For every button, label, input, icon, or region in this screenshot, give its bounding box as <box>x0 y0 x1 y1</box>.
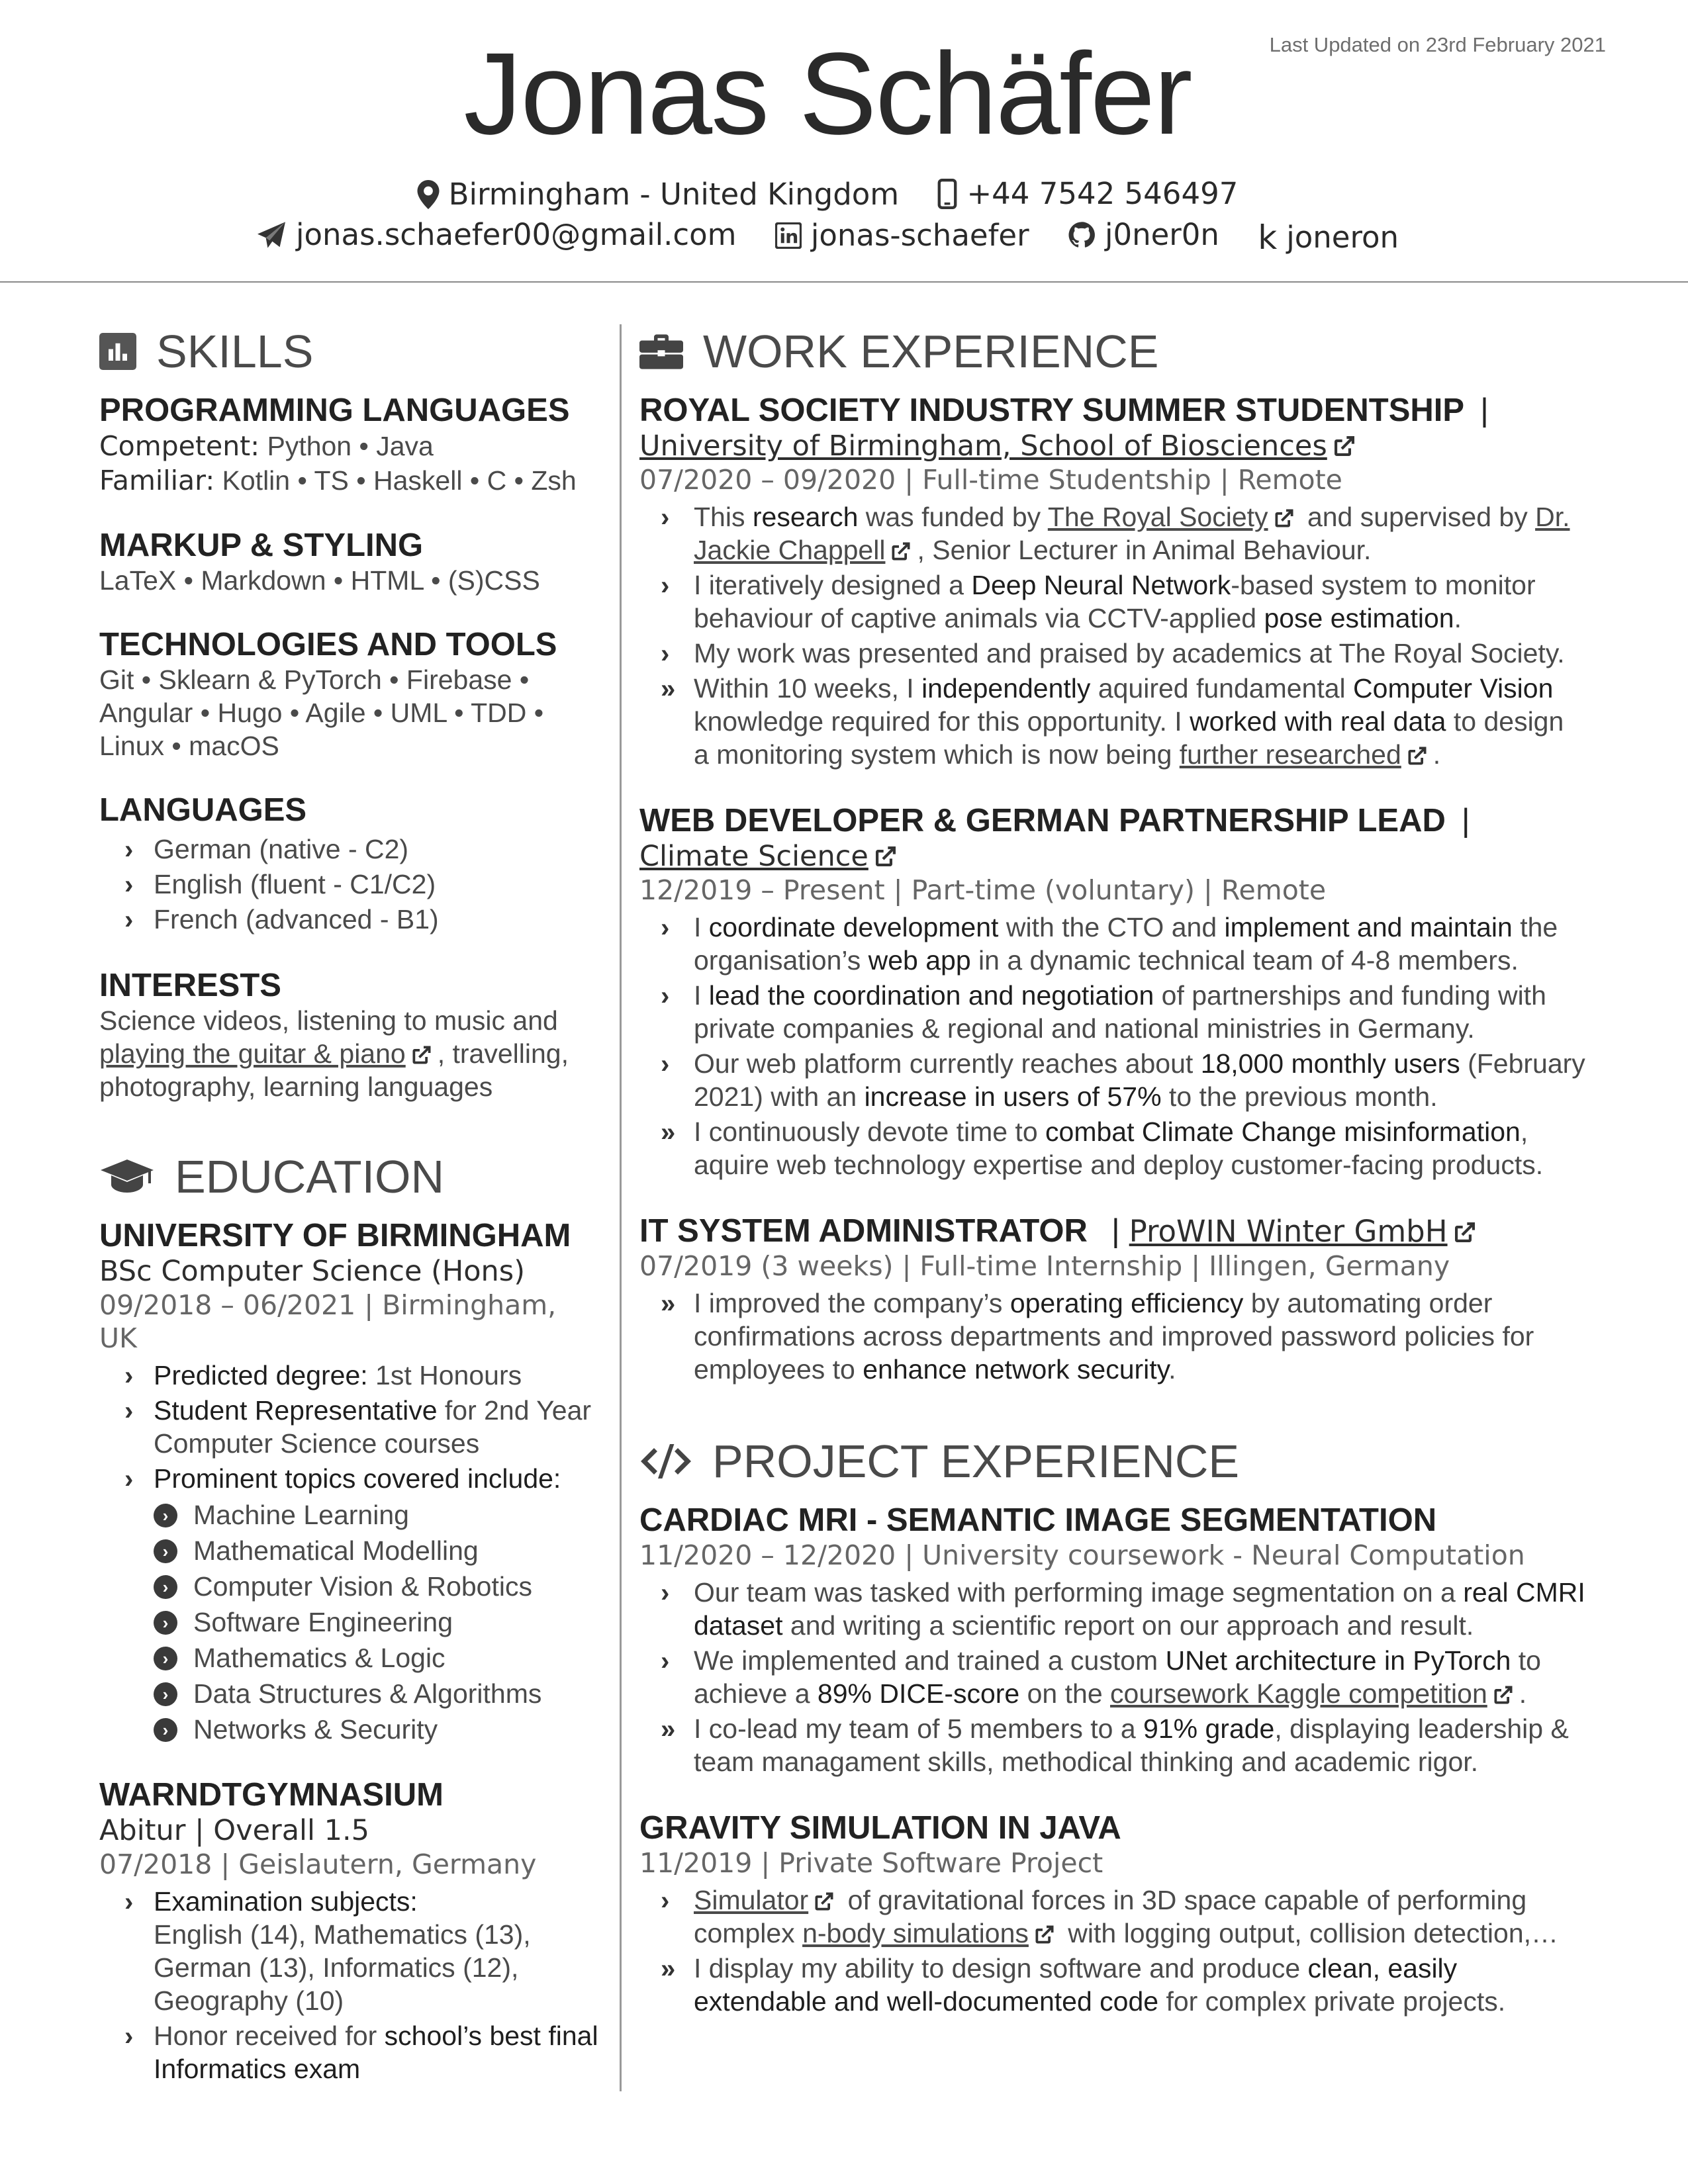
linkedin-icon <box>775 222 802 249</box>
github-icon <box>1068 221 1096 249</box>
project2-bullets <box>639 1884 1586 2018</box>
circle-chevron-icon: › <box>154 1682 177 1706</box>
external-link-icon <box>1033 1923 1056 1946</box>
kaggle-text: joneron <box>1286 220 1399 255</box>
job3-bullets <box>639 1287 1586 1386</box>
circle-chevron-icon: › <box>154 1539 177 1563</box>
job2-bullets <box>639 911 1586 1181</box>
linkedin[interactable] <box>775 218 1029 253</box>
chevron-right-icon: › <box>661 571 670 600</box>
circle-chevron-icon: › <box>154 1611 177 1635</box>
job1-bullets <box>639 500 1586 771</box>
university-meta: 09/2018 – 06/2021 | Birmingham, UK <box>99 1289 557 1354</box>
languages-title: LANGUAGES <box>99 792 307 828</box>
markup-list: LaTeX • Markdown • HTML • (S)CSS <box>99 565 540 596</box>
chevron-right-icon: › <box>124 1361 134 1390</box>
skills-heading <box>99 324 602 379</box>
list-item: › Prominent topics covered include: <box>99 1462 602 1495</box>
chevron-right-icon: › <box>661 1050 670 1079</box>
projects-heading <box>639 1434 1586 1488</box>
email-text: jonas.schaefer00@gmail.com <box>295 217 737 252</box>
paper-plane-icon <box>256 221 287 249</box>
list-item: › I lead the coordination and negotiation of partnerships and funding with private companies & regional and national ministries in Germany. <box>661 980 1546 1044</box>
project2-title: GRAVITY SIMULATION IN JAVA <box>639 1810 1121 1846</box>
bar-chart-icon <box>99 333 136 370</box>
list-item: › Software Engineering <box>154 1604 602 1640</box>
list-item: › I coordinate development with the CTO and implement and maintain the organisation’s web app in a dynamic technical team of 4-8 members. <box>661 912 1558 976</box>
external-link-icon <box>1452 1219 1478 1246</box>
school-degree: Abitur | Overall 1.5 <box>99 1814 369 1847</box>
right-column <box>639 324 1586 2020</box>
last-updated: Last Updated on 23rd February 2021 <box>1269 33 1606 56</box>
job1-title: ROYAL SOCIETY INDUSTRY SUMMER STUDENTSHIP | <box>639 392 1489 428</box>
list-item: › This research was funded by The Royal Society and supervised by Dr. Jackie Chappell , Senior Lecturer in Animal Behaviour. <box>661 502 1570 565</box>
external-link-icon <box>1331 433 1358 459</box>
work-heading <box>639 324 1586 379</box>
topics-list <box>99 1497 602 1747</box>
circle-chevron-icon: › <box>154 1647 177 1670</box>
markup-styling-title: MARKUP & STYLING <box>99 527 424 563</box>
column-divider <box>620 324 622 2091</box>
graduation-cap-icon <box>99 1158 155 1195</box>
chevron-right-icon: › <box>124 870 134 899</box>
job2-org-link[interactable]: Climate Science <box>639 840 868 873</box>
chevron-right-icon: › <box>661 981 670 1011</box>
header-divider <box>0 281 1688 283</box>
chevron-right-icon: › <box>124 1396 134 1426</box>
chevron-right-icon: › <box>124 905 134 934</box>
jackie-chappell-link[interactable]: Dr. Jackie Chappell <box>694 502 1570 565</box>
list-item: › We implemented and trained a custom UNet architecture in PyTorch to achieve a 89% DICE-score on the coursework Kaggle competition . <box>661 1645 1541 1709</box>
project2-meta: 11/2019 | Private Software Project <box>639 1847 1103 1879</box>
chevron-right-icon: › <box>124 835 134 864</box>
list-item: › Our team was tasked with performing image segmentation on a real CMRI dataset and writing a scientific report on our approach and result. <box>661 1577 1585 1641</box>
github-text: j0ner0n <box>1104 217 1219 252</box>
programming-languages-title: PROGRAMMING LANGUAGES <box>99 392 570 428</box>
list-item: » I continuously devote time to combat Climate Change misinformation, aquire web technology expertise and deploy customer-facing products. <box>661 1116 1544 1180</box>
languages-list <box>99 833 602 936</box>
simulator-link[interactable]: Simulator <box>694 1885 809 1915</box>
double-chevron-icon: » <box>661 1954 676 1983</box>
list-item: » Within 10 weeks, I independently aquired fundamental Computer Vision knowledge required for this opportunity. I worked with real data to design a monitoring system which is now being further researched . <box>661 673 1564 770</box>
list-item: › English (fluent - C1/C2) <box>99 868 602 901</box>
briefcase-icon <box>639 333 683 370</box>
skills-title: SKILLS <box>156 326 314 377</box>
list-item: › Mathematical Modelling <box>154 1533 602 1569</box>
school-meta: 07/2018 | Geislautern, Germany <box>99 1848 537 1880</box>
external-link-icon <box>1491 1683 1515 1707</box>
list-item: » I improved the company’s operating efficiency by automating order confirmations across departments and improved password policies for employees to enhance network security. <box>661 1288 1534 1385</box>
technologies-title: TECHNOLOGIES AND TOOLS <box>99 627 557 662</box>
circle-chevron-icon: › <box>154 1504 177 1527</box>
list-item: › My work was presented and praised by academics at The Royal Society. <box>639 637 1586 670</box>
double-chevron-icon: » <box>661 674 676 704</box>
list-item: › German (native - C2) <box>99 833 602 866</box>
external-link-icon <box>872 843 899 870</box>
list-item: › Examination subjects: English (14), Mathematics (13), German (13), Informatics (12), Geography (10) <box>124 1886 531 2016</box>
list-item: › French (advanced - B1) <box>99 903 602 936</box>
familiar-label: Familiar: <box>99 465 215 496</box>
technologies-list: Git • Sklearn & PyTorch • Firebase • Angular • Hugo • Agile • UML • TDD • Linux • macOS <box>99 664 544 761</box>
university-bullets <box>99 1359 602 1495</box>
double-chevron-icon: » <box>661 1715 676 1744</box>
familiar-list: Kotlin • TS • Haskell • C • Zsh <box>214 465 577 496</box>
projects-title: PROJECT EXPERIENCE <box>712 1435 1240 1487</box>
list-item: › Predicted degree: 1st Honours <box>99 1359 602 1392</box>
map-pin-icon <box>417 180 440 209</box>
circle-chevron-icon: › <box>154 1575 177 1599</box>
interests-text: Science videos, listening to music and playing the guitar & piano , travelling, photography, learning languages <box>99 1005 569 1102</box>
nbody-link[interactable]: n-body simulations <box>802 1918 1029 1948</box>
list-item: › Mathematics & Logic <box>154 1640 602 1676</box>
phone-icon <box>937 179 957 209</box>
kaggle-competition-link[interactable]: coursework Kaggle competition <box>1110 1678 1487 1709</box>
job2-meta: 12/2019 – Present | Part-time (voluntary) | Remote <box>639 874 1327 906</box>
external-link-icon <box>1405 744 1429 768</box>
chevron-right-icon: › <box>661 913 670 942</box>
project1-title: CARDIAC MRI - SEMANTIC IMAGE SEGMENTATION <box>639 1502 1437 1538</box>
location <box>417 177 899 212</box>
university-name: UNIVERSITY OF BIRMINGHAM <box>99 1218 571 1253</box>
guitar-piano-link[interactable]: playing the guitar & piano <box>99 1038 406 1069</box>
external-link-icon <box>812 1889 836 1913</box>
job2-title: WEB DEVELOPER & GERMAN PARTNERSHIP LEAD | <box>639 803 1470 839</box>
chevron-right-icon: › <box>661 503 670 532</box>
location-text: Birmingham - United Kingdom <box>448 177 900 212</box>
left-column <box>99 324 602 2087</box>
external-link-icon <box>410 1043 434 1067</box>
education-title: EDUCATION <box>175 1151 445 1203</box>
kaggle[interactable] <box>1258 218 1399 257</box>
email[interactable] <box>256 217 737 252</box>
chevron-right-icon: › <box>661 1886 670 1915</box>
linkedin-text: jonas-schaefer <box>810 218 1029 253</box>
list-item: › Machine Learning <box>154 1497 602 1533</box>
chevron-right-icon: › <box>661 1578 670 1608</box>
github[interactable] <box>1068 217 1219 252</box>
job3-meta: 07/2019 (3 weeks) | Full-time Internship | Illingen, Germany <box>639 1250 1450 1282</box>
education-heading <box>99 1150 602 1204</box>
phone-text: +44 7542 546497 <box>966 176 1239 211</box>
work-title: WORK EXPERIENCE <box>703 326 1159 377</box>
job3-title: IT SYSTEM ADMINISTRATOR | ProWIN Winter GmbH <box>639 1212 1586 1250</box>
royal-society-link[interactable]: The Royal Society <box>1047 502 1268 532</box>
list-item: › Data Structures & Algorithms <box>154 1676 602 1711</box>
chevron-right-icon: › <box>124 1465 134 1494</box>
university-degree: BSc Computer Science (Hons) <box>99 1255 525 1288</box>
school-name: WARNDTGYMNASIUM <box>99 1777 444 1813</box>
list-item: › I iteratively designed a Deep Neural Network-based system to monitor behaviour of captive animals via CCTV-applied pose estimation. <box>661 570 1536 633</box>
list-item: › Student Representative for 2nd Year Computer Science courses <box>124 1395 592 1459</box>
school-bullets <box>99 1885 602 2085</box>
list-item: » I display my ability to design software and produce clean, easily extendable and well-documented code for complex private projects. <box>661 1953 1506 2017</box>
further-researched-link[interactable]: further researched <box>1179 739 1401 770</box>
chevron-right-icon: › <box>124 2022 134 2051</box>
list-item: › Our web platform currently reaches about 18,000 monthly users (February 2021) with an increase in users of 57% to the previous month. <box>661 1048 1585 1112</box>
contact-row-2 <box>0 217 1655 257</box>
job1-org <box>639 429 1586 463</box>
external-link-icon <box>1272 506 1296 530</box>
job3-org-link[interactable]: ProWIN Winter GmbH <box>1129 1214 1448 1249</box>
job1-meta: 07/2020 – 09/2020 | Full-time Studentship | Remote <box>639 464 1342 496</box>
chevron-right-icon: › <box>124 1888 134 1917</box>
list-item: › Networks & Security <box>154 1711 602 1747</box>
double-chevron-icon: » <box>661 1118 676 1147</box>
circle-chevron-icon: › <box>154 1718 177 1742</box>
competent-list: Python • Java <box>259 431 434 461</box>
job2-org <box>639 839 1586 874</box>
competent-label: Competent: <box>99 430 260 462</box>
job1-org-link[interactable]: University of Birmingham, School of Biosciences <box>639 430 1327 463</box>
list-item: » I co-lead my team of 5 members to a 91% grade, displaying leadership & team managament skills, methodical thinking and academic rigor. <box>661 1713 1569 1777</box>
external-link-icon <box>889 539 913 563</box>
person-name: Jonas Schäfer <box>463 29 1192 159</box>
list-item: › Computer Vision & Robotics <box>154 1569 602 1604</box>
list-item: › Simulator of gravitational forces in 3D space capable of performing complex n-body simulations with logging output, collision detection,… <box>661 1885 1559 1948</box>
familiar-line <box>99 463 602 498</box>
contact-row-1 <box>0 176 1655 216</box>
double-chevron-icon: » <box>661 1289 676 1318</box>
phone[interactable] <box>937 176 1238 211</box>
list-item: › Honor received for school’s best final Informatics exam <box>124 2021 598 2084</box>
chevron-right-icon: › <box>661 1647 670 1676</box>
project1-meta: 11/2020 – 12/2020 | University coursework - Neural Computation <box>639 1539 1525 1571</box>
competent-line <box>99 429 602 463</box>
chevron-right-icon: › <box>661 639 670 668</box>
interests-title: INTERESTS <box>99 968 281 1003</box>
kaggle-icon: k <box>1258 218 1278 257</box>
code-icon <box>639 1443 692 1480</box>
project1-bullets <box>639 1576 1586 1778</box>
